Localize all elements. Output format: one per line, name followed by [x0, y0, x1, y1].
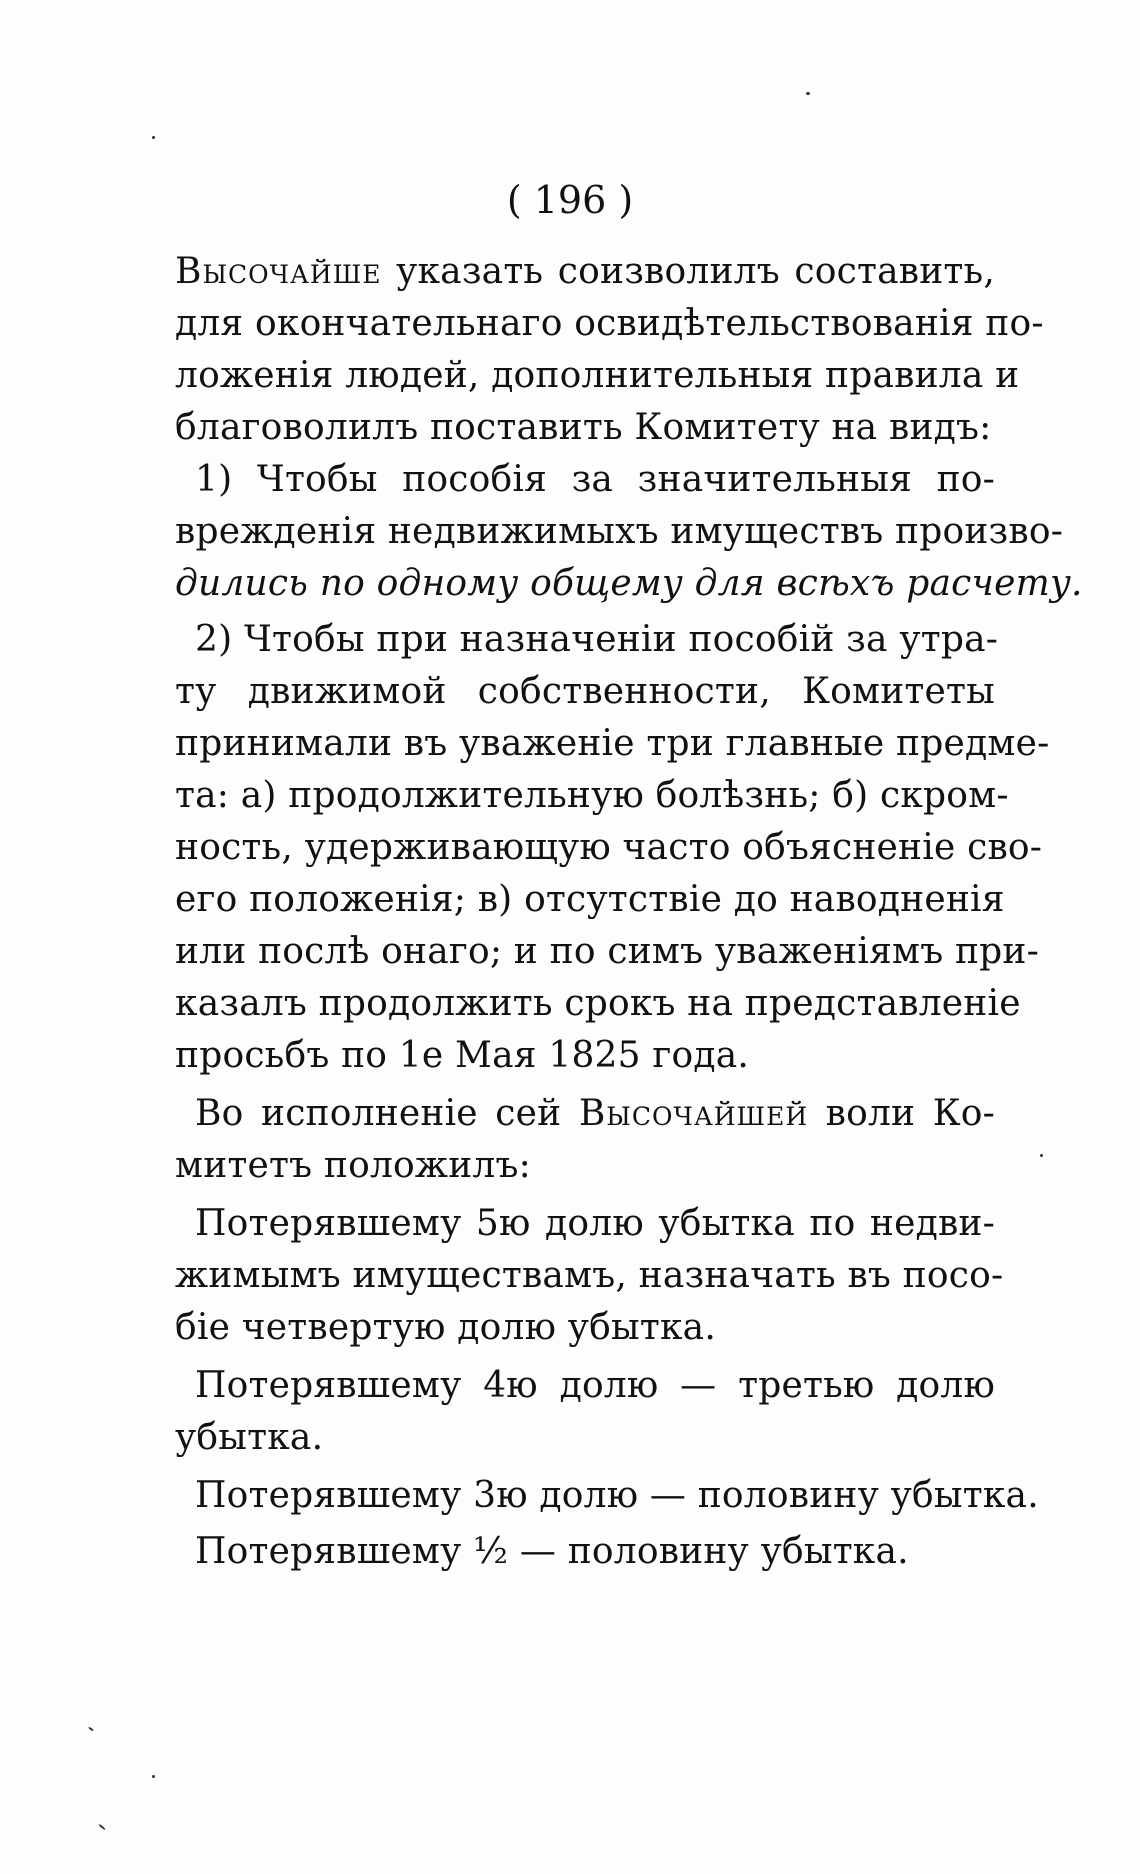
- text-line: для окончательнаго освидѣтельствованія по-: [175, 303, 1044, 344]
- text-line: врежденія недвижимыхъ имуществъ произво-: [175, 511, 1064, 552]
- emphasis-word: Высочайшей: [578, 1093, 809, 1134]
- scan-speck: [152, 1775, 155, 1778]
- text-line: его положенія; в) отсутствіе до наводненія: [175, 879, 1005, 920]
- text-line: [175, 252, 995, 292]
- scan-speck: [152, 136, 155, 139]
- text-line: казалъ продолжить срокъ на представленіе: [175, 983, 1021, 1024]
- emphasis-word: Высочайше: [175, 251, 382, 292]
- text-line: благоволилъ поставить Комитету на видъ:: [175, 407, 992, 448]
- text-line: ложенія людей, дополнительныя правила и: [175, 355, 1020, 396]
- text-line: или послѣ онаго; и по симъ уваженіямъ при-: [175, 931, 1039, 972]
- line-text: просьбъ по 1е Мая 1825 года.: [175, 1035, 750, 1076]
- text-line: біе четвертую долю убытка.: [175, 1307, 716, 1348]
- line-text: воли Ко-: [808, 1093, 995, 1134]
- text-line: 2) Чтобы при назначеніи пособій за утра-: [195, 619, 999, 660]
- text-line: Потерявшему 3ю долю — половину убытка.: [195, 1475, 1039, 1516]
- scan-speck: [806, 92, 810, 95]
- scan-speck: [88, 1726, 94, 1731]
- text-line: митетъ положилъ:: [175, 1145, 531, 1186]
- text-line: ность, удерживающую часто объясненіе сво-: [175, 827, 1043, 868]
- text-line: Потерявшему ½ — половину убытка.: [195, 1531, 909, 1572]
- text-line: убытка.: [175, 1417, 324, 1458]
- scan-speck: [1040, 1154, 1043, 1157]
- text-line: ту движимой собственности, Комитеты: [175, 671, 995, 712]
- text-line: 1) Чтобы пособія за значительныя по-: [195, 459, 995, 500]
- line-text: указать соизволилъ составить,: [381, 251, 995, 292]
- text-line: [175, 1036, 749, 1076]
- text-line: Потерявшему 5ю долю убытка по недви-: [195, 1203, 995, 1244]
- text-line: [195, 1094, 995, 1134]
- text-line: принимали въ уваженіе три главные предме-: [175, 723, 1050, 764]
- line-text: Во исполненіе сей: [195, 1093, 579, 1134]
- scan-speck: [98, 1824, 105, 1831]
- text-line: дились по одному общему для всѣхъ расчету.: [175, 563, 1083, 604]
- page-number: ( 196 ): [506, 178, 634, 222]
- text-line: та: а) продолжительную болѣзнь; б) скром-: [175, 775, 1009, 816]
- text-line: Потерявшему 4ю долю — третью долю: [195, 1365, 995, 1406]
- text-line: жимымъ имуществамъ, назначать въ посо-: [175, 1255, 1004, 1296]
